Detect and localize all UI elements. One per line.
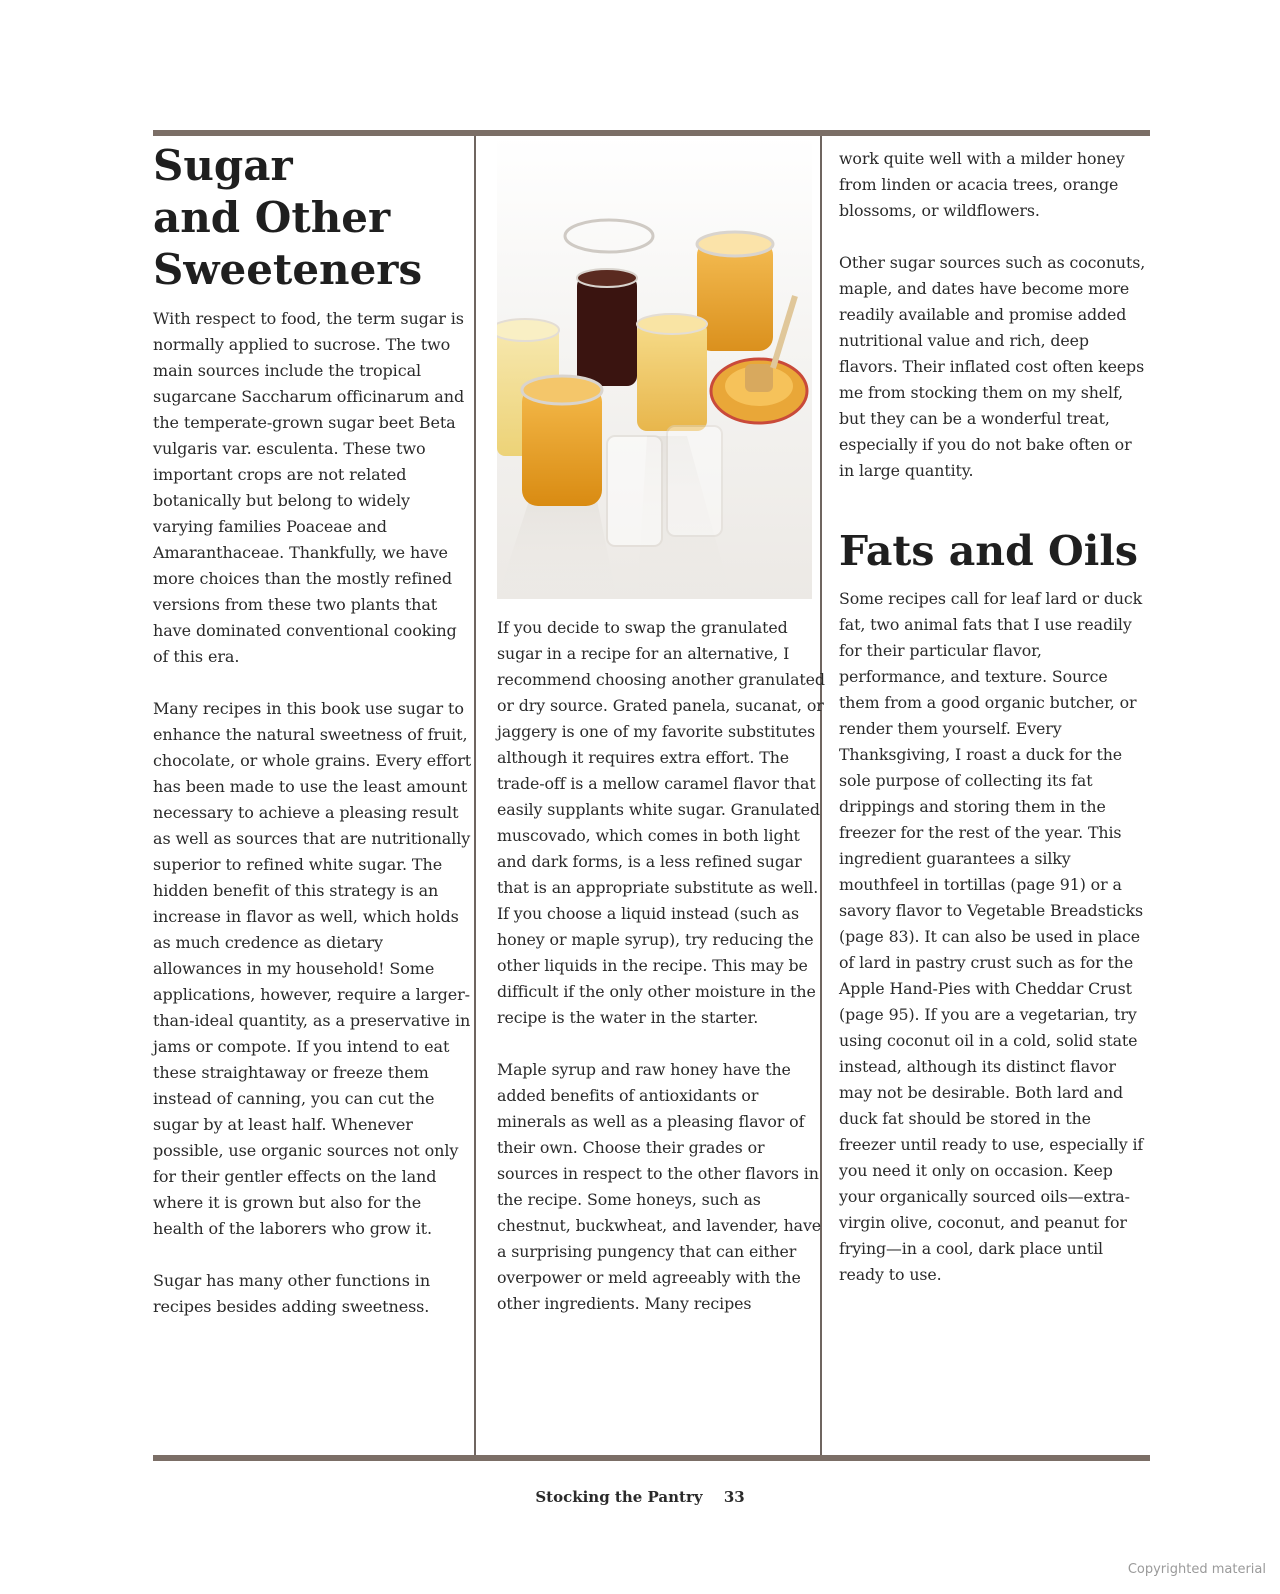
bottom-rule: [153, 1455, 1150, 1461]
sugar-paragraph-2: Many recipes in this book use sugar to enhance the natural sweetness of fruit, chocolate, or whole grains. Every effort has been made to use the least amount necessary to achieve a pleasing result as well as sources that are nutritionally superior to refined white sugar. The hidden benefit of this strategy is an increase in flavor as well, which holds as much credence as dietary allowances in my household! Some applications, however, require a larger-than-ideal quantity, as a preservative in jams or compote. If you intend to eat these straightaway or freeze them instead of canning, you can cut the sugar by at least half. Whenever possible, use organic sources not only for their gentler effects on the land where it is grown but also for the health of the laborers who grow it.: [153, 699, 472, 1238]
column-divider-1: [474, 136, 476, 1455]
substitute-paragraph-2: Maple syrup and raw honey have the added benefits of antioxidants or minerals as well as a pleasing flavor of their own. Choose their grades or sources in respect to the other flavors in the recipe. Some honeys, such as chestnut, buckwheat, and lavender, have a surprising pungency that can either overpower or meld agreeably with the other ingredients. Many recipes: [497, 1060, 822, 1313]
substitute-paragraph-1: If you decide to swap the granulated sugar in a recipe for an alternative, I recommend choosing another granulated or dry source. Grated panela, sucanat, or jaggery is one of my favorite substitutes although it requires extra effort. The trade-off is a mellow caramel flavor that easily supplants white sugar. Granulated muscovado, which comes in both light and dark forms, is a less refined sugar that is an appropriate substitute as well. If you choose a liquid instead (such as honey or maple syrup), try reducing the other liquids in the recipe. This may be difficult if the only other moisture in the recipe is the water in the starter.: [497, 618, 825, 1027]
copyright-watermark: Copyrighted material: [1127, 1562, 1266, 1577]
fats-oils-paragraph: Some recipes call for leaf lard or duck fat, two animal fats that I use readily for their particular flavor, performance, and texture. Source them from a good organic butcher, or render them yourself. Every Thanksgiving, I roast a duck for the sole purpose of collecting its fat drippings and storing them in the freezer for the rest of the year. This ingredient guarantees a silky mouthfeel in tortillas (page 91) or a savory flavor to Vegetable Breadsticks (page 83). It can also be used in place of lard in pastry crust such as for the Apple Hand-Pies with Cheddar Crust (page 95). If you are a vegetarian, try using coconut oil in a cold, solid state instead, although its distinct flavor may not be desirable. Both lard and duck fat should be stored in the freezer until ready to use, especially if you need it only on occasion. Keep your organically sourced oils—extra-virgin olive, coconut, and peanut for frying—in a cool, dark place until ready to use.: [839, 589, 1144, 1284]
sweeteners-photo: [497, 136, 812, 599]
sugar-heading-line1: Sugar: [153, 141, 293, 190]
sugar-heading-line3: Sweeteners: [153, 245, 423, 294]
sugar-paragraph-1: With respect to food, the term sugar is normally applied to sucrose. The two main sources include the tropical sugarcane Saccharum officinarum and the temperate-grown sugar beet Beta vulgaris var. esculenta. These two important crops are not related botanically but belong to widely varying families Poaceae and Amaranthaceae. Thankfully, we have more choices than the mostly refined versions from these two plants that have dominated conventional cooking of this era.: [153, 309, 465, 666]
column-3: [839, 146, 1150, 1314]
footer-page-number: 33: [723, 1488, 745, 1506]
fats-oils-heading: Fats and Oils: [839, 527, 1138, 575]
column-1: [153, 140, 473, 1346]
sugar-heading: [153, 140, 473, 296]
sugar-heading-line2: and Other: [153, 193, 391, 242]
honey-continued-paragraph: work quite well with a milder honey from linden or acacia trees, orange blossoms, or wildflowers.: [839, 149, 1125, 220]
page-footer: [0, 1488, 1280, 1506]
footer-section-title: Stocking the Pantry: [535, 1488, 703, 1506]
sugar-paragraph-3: Sugar has many other functions in recipes besides adding sweetness.: [153, 1271, 431, 1316]
other-sugar-paragraph: Other sugar sources such as coconuts, maple, and dates have become more readily available and promise added nutritional value and rich, deep flavors. Their inflated cost often keeps me from stocking them on my shelf, but they can be a wonderful treat, especially if you do not bake often or in large quantity.: [839, 253, 1146, 480]
column-2: [497, 615, 829, 1343]
sweetener-jars-illustration: [497, 136, 812, 599]
